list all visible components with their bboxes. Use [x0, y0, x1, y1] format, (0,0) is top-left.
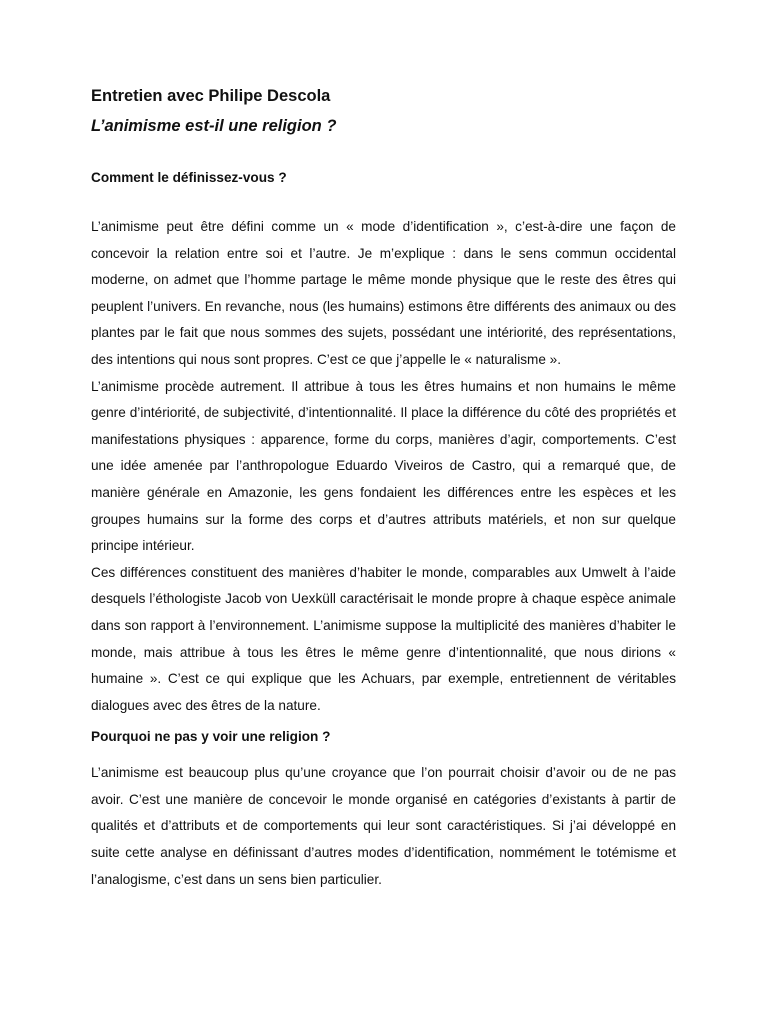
document-subtitle: L’animisme est-il une religion ?	[91, 117, 337, 135]
section-heading-religion: Pourquoi ne pas y voir une religion ?	[91, 729, 331, 745]
section-body-definition	[91, 214, 676, 719]
section-heading-definition: Comment le définissez-vous ?	[91, 170, 287, 185]
paragraph: L’animisme est beaucoup plus qu’une croyance que l’on pourrait choisir d’avoir ou de ne pas avoir. C’est une manière de concevoir le monde organisé en catégories d’existants à partir de qualités et d’attributs et de comportements qui leur sont caractéristiques. Si j’ai développé en suite cette analyse en définissant d’autres modes d’identification, nommément le totémisme et l’analogisme, c’est dans un sens bien particulier.	[91, 765, 676, 887]
document-title: Entretien avec Philipe Descola	[91, 87, 331, 105]
document-page	[91, 84, 676, 893]
paragraph: L’animisme procède autrement. Il attribue à tous les êtres humains et non humains le même genre d’intériorité, de subjectivité, d’intentionnalité. Il place la différence du côté des propriétés et manifestations physiques : apparence, forme du corps, manières d’agir, comportements. C’est une idée amenée par l’anthropologue Eduardo Viveiros de Castro, qui a remarqué que, de manière générale en Amazonie, les gens fondaient les différences entre les espèces et les groupes humains sur la forme des corps et d’autres attributs matériels, et non sur quelque principe intérieur.	[91, 378, 676, 554]
section-body-religion	[91, 760, 676, 893]
paragraph: L’animisme peut être défini comme un « mode d’identification », c’est-à-dire une façon de concevoir la relation entre soi et l’autre. Je m’explique : dans le sens commun occidental moderne, on admet que l’homme partage le même monde physique que le reste des êtres qui peuplent l’univers. En revanche, nous (les humains) estimons être différents des animaux ou des plantes par le fait que nous sommes des sujets, possédant une intériorité, des représentations, des intentions qui nous sont propres. C’est ce que j’appelle le « naturalisme ».	[91, 219, 676, 367]
paragraph: Ces différences constituent des manières d’habiter le monde, comparables aux Umwelt à l’aide desquels l’éthologiste Jacob von Uexküll caractérisait le monde propre à chaque espèce animale dans son rapport à l’environnement. L’animisme suppose la multiplicité des manières d’habiter le monde, mais attribue à tous les êtres le même genre d’intentionnalité, que nous dirions « humaine ». C’est ce qui explique que les Achuars, par exemple, entretiennent de véritables dialogues avec des êtres de la nature.	[91, 564, 676, 713]
